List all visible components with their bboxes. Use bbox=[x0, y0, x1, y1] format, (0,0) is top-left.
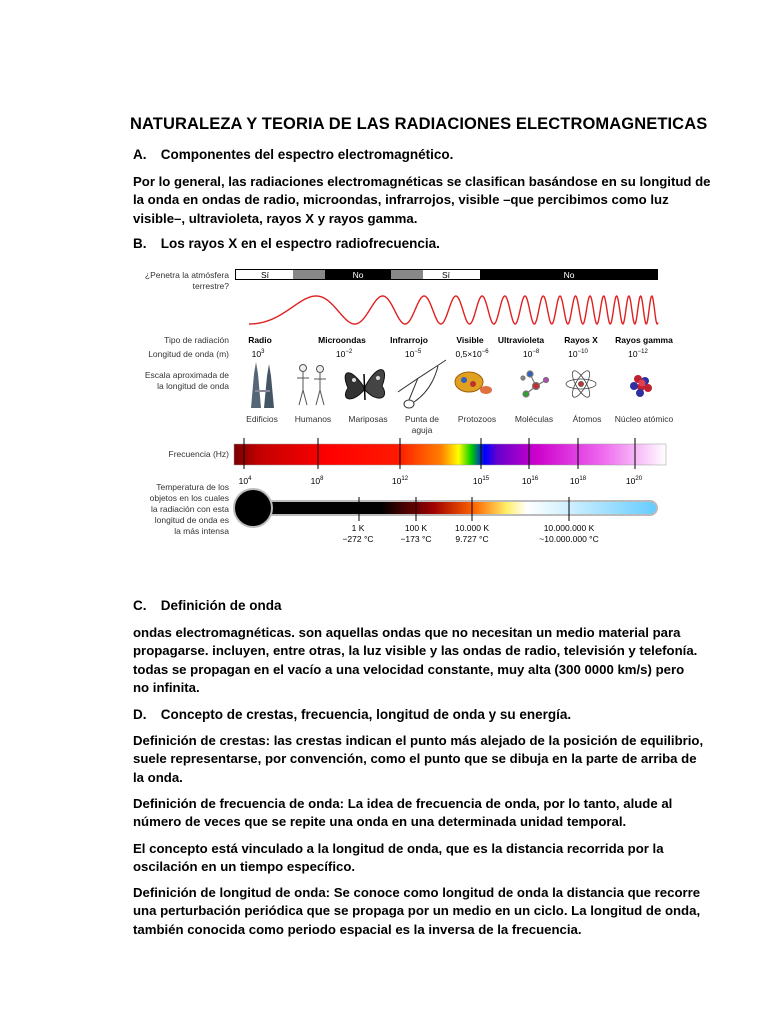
section-c-line: no infinita. bbox=[133, 680, 200, 696]
longitud-paragraph bbox=[133, 884, 701, 939]
temperature-celsius: ~10.000.000 °C bbox=[539, 534, 599, 544]
humans-icon bbox=[297, 365, 326, 406]
concepto-line: El concepto está vinculado a la longitud de onda, que es la distancia recorrida por la bbox=[133, 841, 664, 856]
butterfly-icon bbox=[345, 370, 384, 400]
temperature-kelvin: 1 K bbox=[351, 523, 365, 533]
scale-object-mariposas: Mariposas bbox=[348, 414, 388, 424]
frecuencia-line bbox=[133, 795, 673, 813]
section-b-letter: B. bbox=[133, 236, 147, 251]
scale-object-punta: Punta de bbox=[404, 414, 440, 424]
atmosphere-yes-label: Sí bbox=[441, 270, 451, 280]
wavelength-value: $10^{-2}$ bbox=[335, 349, 353, 359]
temperature-celsius: −173 °C bbox=[400, 534, 432, 544]
scale-label: Escala aproximada de bbox=[144, 370, 229, 380]
wavelength-label: Longitud de onda (m) bbox=[148, 349, 229, 359]
frequency-value: $10^{18}$ bbox=[569, 476, 587, 486]
scale-object-protozoos: Protozoos bbox=[457, 414, 497, 424]
temperature-celsius: 9.727 °C bbox=[455, 534, 489, 544]
crestas-paragraph bbox=[133, 732, 704, 787]
section-d-heading bbox=[133, 707, 571, 722]
radiation-type-rayos-gamma: Rayos gamma bbox=[615, 335, 673, 345]
section-a-line: la onda en ondas de radio, microondas, infrarrojos, visible –que percibimos como luz bbox=[133, 192, 669, 208]
thermometer-bulb bbox=[234, 489, 272, 527]
wavelength-value: $10^{-12}$ bbox=[628, 349, 648, 359]
scale-object-atomos: Átomos bbox=[572, 414, 602, 424]
scale-label: la longitud de onda bbox=[157, 381, 229, 391]
spectrum-figure bbox=[128, 262, 688, 554]
section-c-title: Definición de onda bbox=[160, 598, 282, 613]
atmosphere-no-label: No bbox=[352, 270, 364, 280]
frequency-value: $10^4$ bbox=[238, 476, 252, 486]
section-c-line: ondas electromagnéticas. son aquellas ondas que no necesitan un medio material para bbox=[133, 625, 681, 640]
page-title: NATURALEZA Y TEORIA DE LAS RADIACIONES ELECTROMAGNETICAS bbox=[130, 115, 708, 133]
crestas-line: suele representarse, por convención, como el punto que se dibuja en la parte de arriba de bbox=[133, 751, 697, 767]
atmosphere-label: terrestre? bbox=[192, 281, 229, 291]
thermometer-tube bbox=[252, 502, 656, 514]
wavelength-value: $10^{-5}$ bbox=[404, 349, 422, 359]
molecule-icon bbox=[521, 371, 549, 397]
radiation-type-microondas: Microondas bbox=[318, 335, 366, 345]
frequency-bar bbox=[234, 444, 666, 465]
frequency-value: $10^{16}$ bbox=[521, 476, 539, 486]
temperature-kelvin: 10.000.000 K bbox=[543, 523, 595, 533]
frecuencia-line: número de veces que se repite una onda en una determinada unidad temporal. bbox=[133, 814, 627, 830]
crestas-line: Definición de crestas: las crestas indican el punto más alejado de la posición de equilibrio, bbox=[133, 733, 704, 748]
section-a-title: Componentes del espectro electromagnético. bbox=[160, 147, 454, 162]
temperature-label: la radiación con esta bbox=[151, 504, 229, 514]
radiation-type-infrarrojo: Infrarrojo bbox=[390, 335, 428, 345]
radiation-type-visible: Visible bbox=[456, 335, 484, 345]
longitud-line: una perturbación periódica que se propaga por un medio en un ciclo. La longitud de onda, bbox=[133, 903, 701, 919]
temperature-kelvin: 100 K bbox=[404, 523, 428, 533]
needle-icon bbox=[398, 360, 446, 408]
scale-object-nucleo: Núcleo atómico bbox=[614, 414, 674, 424]
section-b-title: Los rayos X en el espectro radiofrecuencia. bbox=[160, 236, 440, 251]
temperature-label: objetos en los cuales bbox=[149, 493, 229, 503]
wave-line bbox=[249, 296, 658, 324]
section-d-letter: D. bbox=[133, 707, 147, 722]
buildings-icon bbox=[251, 362, 274, 408]
atmosphere-no-label: No bbox=[563, 270, 575, 280]
section-d-title: Concepto de crestas, frecuencia, longitud de onda y su energía. bbox=[160, 707, 572, 722]
temperature-label: Temperatura de los bbox=[156, 482, 229, 492]
radiation-type-radio: Radio bbox=[248, 335, 272, 345]
radiation-type-ultravioleta: Ultravioleta bbox=[497, 335, 545, 345]
section-c-line: todas se propagan en el vacío a una velocidad constante, muy alta (300 0000 km/s) pero bbox=[133, 661, 685, 677]
concepto-paragraph bbox=[133, 840, 663, 877]
section-c-paragraph bbox=[133, 624, 698, 698]
atmosphere-yes-segment bbox=[423, 270, 480, 279]
section-a-letter: A. bbox=[133, 147, 147, 162]
frecuencia-paragraph bbox=[133, 795, 673, 832]
wavelength-value: $10^3$ bbox=[251, 349, 265, 359]
radiation-type-label: Tipo de radiación bbox=[164, 335, 229, 345]
wavelength-value: $0,5\times 10^{-6}$ bbox=[455, 349, 489, 359]
frequency-value: $10^8$ bbox=[310, 476, 324, 486]
section-c-letter: C. bbox=[133, 598, 147, 613]
scale-object-edificios: Edificios bbox=[246, 414, 278, 424]
frequency-value: $10^{20}$ bbox=[625, 476, 643, 486]
temperature-label: la más intensa bbox=[174, 526, 229, 536]
radiation-type-rayos-x: Rayos X bbox=[564, 335, 598, 345]
section-c-heading bbox=[133, 598, 282, 613]
scale-object-aguja: aguja bbox=[411, 425, 433, 435]
frequency-label: Frecuencia (Hz) bbox=[168, 449, 229, 459]
wavelength-value: $10^{-10}$ bbox=[568, 349, 588, 359]
temperature-label: longitud de onda es bbox=[154, 515, 229, 525]
wavelength-value: $10^{-8}$ bbox=[522, 349, 540, 359]
section-a-line: visible–, ultravioleta, rayos X y rayos gamma. bbox=[133, 210, 418, 226]
frecuencia-term: Definición de frecuencia de onda: bbox=[133, 796, 345, 811]
nucleus-icon bbox=[630, 375, 652, 397]
longitud-line: Definición de longitud de onda: Se conoce como longitud de onda la distancia que recorre bbox=[133, 885, 701, 900]
atmosphere-partial-segment bbox=[293, 270, 325, 279]
atmosphere-yes-label: Sí bbox=[260, 270, 270, 280]
longitud-line: también conocida como periodo espacial es la inversa de la frecuencia. bbox=[133, 921, 582, 937]
concepto-line: oscilación en un tiempo específico. bbox=[133, 859, 356, 875]
section-a-line: Por lo general, las radiaciones electromagnéticas se clasifican basándose en su longitud de bbox=[133, 174, 711, 189]
section-c-line: propagarse. incluyen, entre otras, la luz visible y las ondas de radio, televisión y telefonía. bbox=[133, 643, 698, 659]
section-a-heading bbox=[133, 147, 453, 162]
atmosphere-label: ¿Penetra la atmósfera bbox=[144, 270, 229, 280]
frequency-value: $10^{15}$ bbox=[472, 476, 490, 486]
temperature-kelvin: 10.000 K bbox=[454, 523, 490, 533]
frecuencia-text: La idea de frecuencia de onda, por lo tanto, alude al bbox=[344, 796, 673, 811]
atom-icon bbox=[566, 369, 596, 400]
atmosphere-partial-segment bbox=[391, 270, 423, 279]
protozoa-icon bbox=[455, 372, 492, 394]
frequency-value: $10^{12}$ bbox=[391, 476, 409, 486]
crestas-line: la onda. bbox=[133, 769, 183, 785]
temperature-celsius: −272 °C bbox=[342, 534, 374, 544]
scale-object-humanos: Humanos bbox=[294, 414, 332, 424]
section-b-heading bbox=[133, 236, 440, 251]
scale-object-moleculas: Moléculas bbox=[514, 414, 554, 424]
section-a-paragraph bbox=[133, 173, 711, 228]
